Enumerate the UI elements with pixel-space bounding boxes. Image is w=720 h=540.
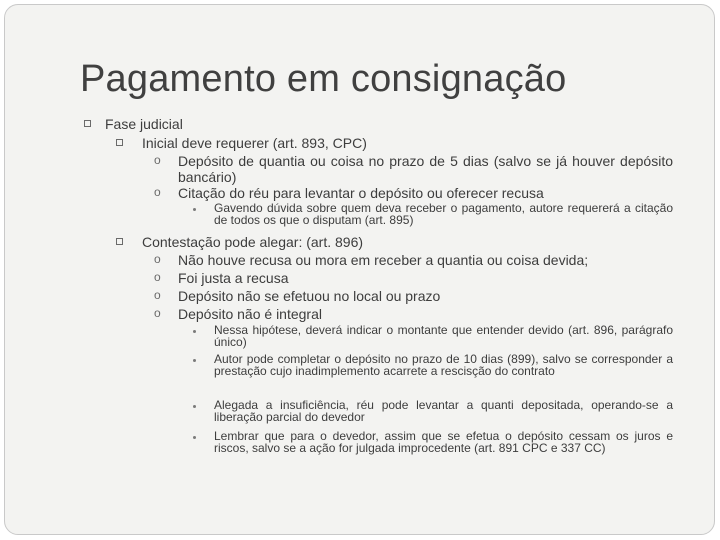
circle-bullet-icon: o: [154, 270, 161, 284]
bullet-text-level4: Alegada a insuficiência, réu pode levantar a quanti depositada, operando-se a liberação parcial do devedor: [214, 398, 673, 424]
bullet-text-level3: Foi justa a recusa: [178, 270, 289, 286]
slide-title: Pagamento em consignação: [80, 58, 567, 100]
dot-bullet-icon: [193, 208, 196, 211]
circle-bullet-icon: o: [154, 288, 161, 302]
bullet-text-level4: Lembrar que para o devedor, assim que se efetua o depósito cessam os juros e riscos, salvo se a ação for julgada improcedente (art. 891 CPC e 337 CC): [214, 429, 673, 455]
square-bullet-icon: [84, 120, 91, 127]
bullet-text-level3: Depósito de quantia ou coisa no prazo de 5 dias (salvo se já houver depósito bancário): [178, 153, 673, 185]
circle-bullet-icon: o: [154, 153, 161, 167]
circle-bullet-icon: o: [154, 185, 161, 199]
dot-bullet-icon: [193, 359, 196, 362]
bullet-text-level3: Depósito não se efetuou no local ou prazo: [178, 288, 441, 304]
dot-bullet-icon: [193, 405, 196, 408]
circle-bullet-icon: o: [154, 306, 161, 320]
bullet-text-level4: Autor pode completar o depósito no prazo de 10 dias (899), salvo se corresponder a prestação cujo inadimplemento acarrete a rescisção do contrato: [214, 352, 673, 378]
dot-bullet-icon: [193, 330, 196, 333]
circle-bullet-icon: o: [154, 252, 161, 266]
dot-bullet-icon: [193, 436, 196, 439]
bullet-text-level1: Fase judicial: [105, 116, 183, 132]
square-bullet-icon: [116, 238, 123, 245]
bullet-text-level3: Citação do réu para levantar o depósito ou oferecer recusa: [178, 185, 544, 201]
bullet-text-level2: Contestação pode alegar: (art. 896): [142, 234, 364, 250]
bullet-text-level2: Inicial deve requerer (art. 893, CPC): [142, 135, 367, 151]
bullet-text-level4: Gavendo dúvida sobre quem deva receber o pagamento, autore requererá a citação de todos os que o disputam (art. 895): [214, 201, 673, 227]
bullet-text-level3: Não houve recusa ou mora em receber a quantia ou coisa devida;: [178, 252, 589, 268]
square-bullet-icon: [116, 139, 123, 146]
bullet-text-level4: Nessa hipótese, deverá indicar o montante que entender devido (art. 896, parágrafo único): [214, 323, 673, 349]
bullet-text-level3: Depósito não é integral: [178, 306, 322, 322]
